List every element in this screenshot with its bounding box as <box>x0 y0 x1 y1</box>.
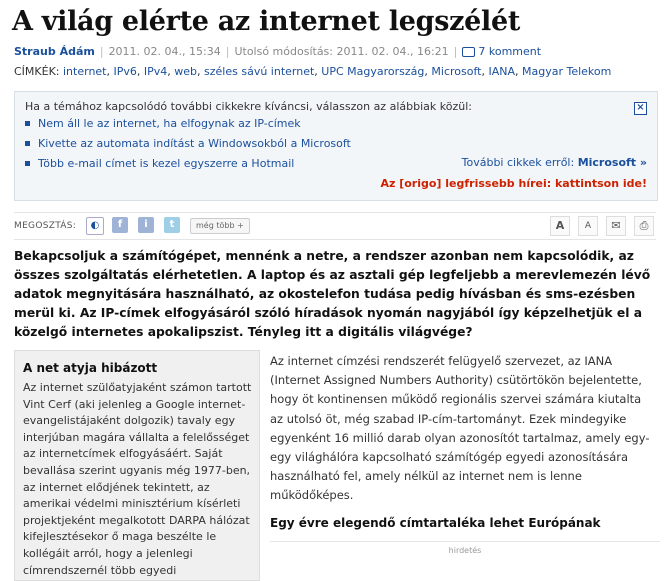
sidebox <box>14 350 260 581</box>
bullet-icon <box>25 161 30 166</box>
more-articles-topic[interactable]: Microsoft » <box>577 156 647 169</box>
google-buzz-icon[interactable]: ◐ <box>86 217 104 235</box>
meta-separator: | <box>99 45 104 58</box>
meta-separator: | <box>453 45 458 58</box>
related-articles-box <box>14 91 658 201</box>
tags-label: CÍMKÉK: <box>14 65 60 78</box>
ad-area <box>270 541 660 580</box>
author-link[interactable]: Straub Ádám <box>14 45 95 58</box>
tag-link[interactable]: web <box>174 65 198 78</box>
bullet-icon <box>25 141 30 146</box>
tag-link[interactable]: Microsoft <box>431 65 482 78</box>
related-intro: Ha a témához kapcsolódó további cikkekre kíváncsi, válasszon az alábbiak közül: <box>25 100 472 113</box>
tag-link[interactable]: UPC Magyarország <box>321 65 425 78</box>
sidebox-title: A net atyja hibázott <box>23 361 158 375</box>
article-meta <box>14 45 541 58</box>
comments-link[interactable] <box>462 45 541 58</box>
related-link[interactable]: Kivette az automata indítást a Windowsokból a Microsoft <box>23 137 353 151</box>
tag-link[interactable]: széles sávú internet <box>204 65 315 78</box>
article-paragraph: Az internet címzési rendszerét felügyelő szervezet, az IANA (Internet Assigned Numbers Authority) csütörtökön bejelentette, hogy öt kontinensen működő regionális szervei számára kiutalta az utolsó öt, még szabad IP-cím-tartományt. Ezek mindegyike egyenként 16 millió darab olyan azonosítót tartalmaz, amely egy-egy világhálóra kapcsolható számítógép egyedi azonosítására használható fel, amely nélkül az internet nem is lenne működőképes. <box>270 354 650 503</box>
font-smaller-button[interactable]: A <box>578 216 598 236</box>
article-title: A világ elérte az internet legszélét <box>12 6 521 37</box>
facebook-icon[interactable]: f <box>112 217 128 233</box>
share-bar <box>14 212 656 240</box>
related-link[interactable]: Több e-mail címet is kezel egyszerre a Hotmail <box>23 157 353 171</box>
tag-link[interactable]: internet <box>63 65 107 78</box>
print-icon[interactable]: ⎙ <box>634 216 654 236</box>
sidebox-text: Az internet szülőatyjaként számon tartott Vint Cerf (aki jelenleg a Google internet-evangelistájaként dolgozik) tavaly egy interjúban magára vállalta a felelősséget az internetcímek elfogyásáért. Saját bevallása szerint ugyanis még 1977-ben, az internet elődjének tekintett, az amerikai védelmi minisztérium kísérleti projektjeként megalkotott DARPA hálózat kifejlesztésekor ő maga beszélte le kollégáit arról, hogy a jelenlegi címrendszernél több egyedi <box>23 381 252 577</box>
bullet-icon <box>25 121 30 126</box>
related-link[interactable]: Nem áll le az internet, ha elfogynak az IP-címek <box>23 117 353 131</box>
tags-list: CÍMKÉK: internet, IPv6, IPv4, web, széles sávú internet, UPC Magyarország, Microsoft, IANA, Magyar Telekom <box>14 65 612 78</box>
meta-separator: | <box>225 45 230 58</box>
comment-icon <box>462 47 475 57</box>
tag-link[interactable]: IANA <box>488 65 515 78</box>
close-icon[interactable]: × <box>634 102 647 115</box>
related-list <box>23 117 353 177</box>
tag-link[interactable]: IPv6 <box>113 65 137 78</box>
email-icon[interactable]: ✉ <box>606 216 626 236</box>
more-articles[interactable]: További cikkek erről: Microsoft » <box>461 156 647 169</box>
comments-count: 7 komment <box>478 45 542 58</box>
article-lead: Bekapcsoljuk a számítógépet, mennénk a netre, a rendszer azonban nem kapcsolódik, az összes szolgáltatás elérhetetlen. A laptop és az asztali gép legfeljebb a merevlemezén lévő adatok megnyitására használható, az okostelefon tudása pedig hívásban és sms-ezésben merül ki. Az IP-címek elfogyásáról szóló híradások nyomán nagyjából így képzelhetjük el a közelgő internetes apokalipszist. Tényleg itt a digitális világvége? <box>14 249 651 339</box>
share-label: MEGOSZTÁS: <box>14 221 77 231</box>
article-subheading: Egy évre elegendő címtartaléka lehet Európának <box>270 516 601 530</box>
font-larger-button[interactable]: A <box>550 216 570 236</box>
modified-date: Utolsó módosítás: 2011. 02. 04., 16:21 <box>234 45 449 58</box>
share-more-button[interactable]: még több + <box>190 218 250 234</box>
ad-label: hirdetés <box>448 546 482 555</box>
twitter-icon[interactable]: t <box>164 217 180 233</box>
publish-date: 2011. 02. 04., 15:34 <box>108 45 221 58</box>
iwiw-icon[interactable]: i <box>138 217 154 233</box>
tag-link[interactable]: IPv4 <box>143 65 168 78</box>
tag-link[interactable]: Magyar Telekom <box>521 65 612 78</box>
latest-news-link[interactable]: Az [origo] legfrissebb hírei: kattintson ide! <box>380 177 647 190</box>
